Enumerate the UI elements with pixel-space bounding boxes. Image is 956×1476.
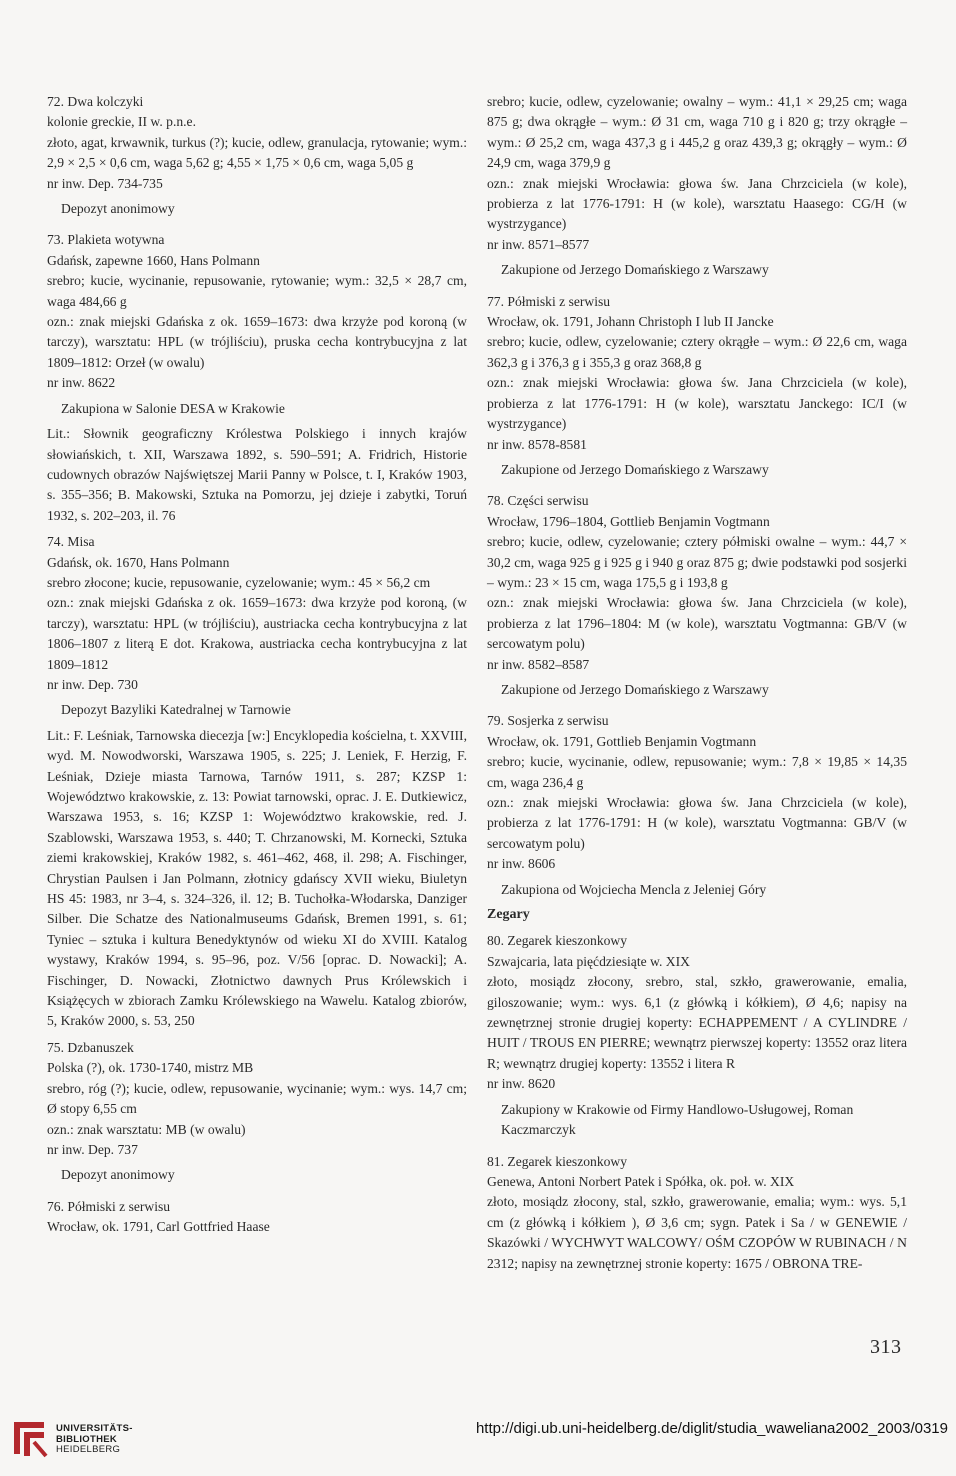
catalog-text-line: Polska (?), ok. 1730-1740, mistrz MB [47, 1060, 254, 1076]
page-number: 313 [870, 1336, 902, 1358]
footer [0, 1410, 956, 1476]
provenance-note: Zakupione od Jerzego Domańskiego z Warszawy [501, 461, 769, 477]
provenance-note: Zakupiona od Wojciecha Mencla z Jeleniej Góry [501, 881, 767, 897]
catalog-text-line: srebro, róg (?); kucie, odlew, repusowanie, wycinanie; wym.: wys. 14,7 cm; Ø stopy 6,55 cm [47, 1080, 467, 1117]
catalog-text-line: 74. Misa [47, 534, 95, 550]
catalog-text-line: Lit.: Słownik geograficzny Królestwa Polskiego i innych krajów słowiańskich, t. XII, Warszawa 1892, s. 590–591; A. Fridrich, Historie cudownych obrazów Najświętszej Marii Panny w Polsce, t. I, Kraków 1903, s. 355–356; B. Makowski, Sztuka na Pomorzu, jej dzieje i zabytki, Toruń 1932, s. 202–203, il. 76 [47, 426, 467, 523]
catalog-text-line: złoto, mosiądz złocony, srebro, stal, szkło, grawerowanie, emalia, giloszowanie; wym.: wys. 6,1 (z główką i kółkiem), Ø 4,6; napisy na zewnętrznej stronie drugiej koperty: ECHAPPEMENT / A CYLINDRE / HUIT / TROUS EN PIERRE; wewnątrz pierwszej koperty: 13552 oraz litera R; wewnątrz drugiej koperty: 13552 i litera R [487, 974, 907, 1071]
catalog-text-line: nr inw. 8571–8577 [487, 236, 590, 252]
catalog-text-line: nr inw. Dep. 730 [47, 676, 138, 692]
catalog-text-line: 81. Zegarek kieszonkowy [487, 1153, 628, 1169]
catalog-text-line: złoto, agat, krwawnik, turkus (?); kucie, odlew, granulacja, rytowanie; wym.: 2,9 × 2,5 × 0,6 cm, waga 5,62 g; 4,55 × 1,75 × 0,6 cm, waga 5,05 g [47, 134, 467, 171]
source-url-link[interactable]: http://digi.ub.uni-heidelberg.de/diglit/studia_waweliana2002_2003/0319 [475, 1420, 948, 1437]
catalog-text-line: srebro; kucie, wycinanie, repusowanie, rytowanie; wym.: 32,5 × 28,7 cm, waga 484,66 g [47, 273, 467, 309]
catalog-text-line: 78. Części serwisu [487, 493, 589, 509]
catalog-text-line: Gdańsk, zapewne 1660, Hans Polmann [47, 252, 260, 268]
catalog-text-line: ozn.: znak miejski Gdańska z ok. 1659–1673: dwa krzyże pod koroną, (w tarczy), warsztatu: HPL (w trójliściu), austriacka cecha kontrybucyjna z lat 1806–1807 z literą E dot. Krakowa, austriacka cecha kontrybucyjna z lat 1809–1812 [47, 595, 467, 672]
logo-line-2: BIBLIOTHEK [56, 1433, 118, 1445]
catalog-text-line: Wrocław, ok. 1791, Johann Christoph I lub II Jancke [487, 314, 774, 330]
catalog-text-line: ozn.: znak miejski Wrocławia: głowa św. Jana Chrzciciela (w kole), probierza z lat 1776-1791: H (w kole), warsztatu Janckego: IC/I (w wystrzygance) [487, 375, 907, 432]
catalog-text-line: ozn.: znak miejski Wrocławia: głowa św. Jana Chrzciciela (w kole), probierza z lat 1776-1791: H (w kole), warsztatu Vogtmanna: GB/V (w sercowatym polu) [487, 795, 907, 851]
library-logo-icon [10, 1418, 50, 1460]
provenance-note: Zakupione od Jerzego Domańskiego z Warszawy [501, 262, 769, 278]
catalog-text-line: nr inw. 8620 [487, 1076, 556, 1092]
left-column [47, 92, 467, 1238]
section-heading: Zegary [487, 907, 530, 923]
catalog-text-line: srebro; kucie, odlew, cyzelowanie; cztery okrągłe – wym.: Ø 22,6 cm, waga 362,3 g i 376,3 g i 355,3 g oraz 368,8 g [487, 334, 907, 370]
catalog-text-line: nr inw. Dep. 734-735 [47, 175, 163, 191]
catalog-text-line: 80. Zegarek kieszonkowy [487, 933, 628, 949]
catalog-text-line: srebro; kucie, odlew, cyzelowanie; cztery półmiski owalne – wym.: 44,7 × 30,2 cm, waga 925 g i 925 g i 940 g oraz 875 g; dwie podstawki pod sosjerki – wym.: 23 × 15 cm, waga 175,5 g i 193,8 g [487, 534, 907, 590]
catalog-text-line: Gdańsk, ok. 1670, Hans Polmann [47, 554, 230, 570]
catalog-text-line: srebro; kucie, odlew, cyzelowanie; owalny – wym.: 41,1 × 29,25 cm; waga 875 g; dwa okrągłe – wym.: Ø 31 cm, waga 710 g i 820 g; trzy okrągłe – wym.: Ø 25,2 cm, waga 437,3 g i 445,2 g oraz 439,3 g; okrągły – wym.: Ø 24,9 cm, waga 379,9 g [487, 94, 907, 171]
catalog-text-line: złoto, mosiądz złocony, stal, szkło, grawerowanie, emalia; wym.: wys. 5,1 cm (z główką i kółkiem ), Ø 3,6 cm; sygn. Patek i Sa / w GENEWIE / Skazówki / WYCHWYT WALCOWY/ OŚM CZOPÓW W RUBINACH / N 2312; napisy na zewnętrznej stronie koperty: 1675 / OBRONA TRE- [487, 1194, 907, 1271]
catalog-text-line: Genewa, Antoni Norbert Patek i Spółka, ok. poł. w. XIX [487, 1173, 795, 1189]
provenance-note: Depozyt Bazyliki Katedralnej w Tarnowie [61, 702, 291, 718]
catalog-text-line: nr inw. 8622 [47, 375, 116, 391]
catalog-text-line: ozn.: znak miejski Wrocławia: głowa św. Jana Chrzciciela (w kole), probierza z lat 1796–1804: M (w kole), warsztatu Vogtmanna: GB/V (w sercowatym polu) [487, 595, 907, 652]
catalog-text-line: srebro; kucie, wycinanie, odlew, repusowanie; wym.: 7,8 × 19,85 × 14,35 cm, waga 236,4 g [487, 754, 907, 790]
catalog-text-line: Szwajcaria, lata pięćdziesiąte w. XIX [487, 953, 690, 969]
catalog-text-line: Wrocław, 1796–1804, Gottlieb Benjamin Vogtmann [487, 513, 770, 529]
library-logo-text [56, 1424, 133, 1456]
provenance-note: Depozyt anonimowy [61, 1167, 175, 1183]
catalog-text-line: srebro złocone; kucie, repusowanie, cyzelowanie; wym.: 45 × 56,2 cm [47, 574, 431, 590]
catalog-text-line: 79. Sosjerka z serwisu [487, 713, 609, 729]
catalog-text-line: 75. Dzbanuszek [47, 1039, 134, 1055]
catalog-text-line: 72. Dwa kolczyki [47, 94, 144, 109]
catalog-text-line: 76. Półmiski z serwisu [47, 1198, 171, 1214]
catalog-text-line: ozn.: znak miejski Wrocławia: głowa św. Jana Chrzciciela (w kole), probierza z lat 1776-1791: H (w kole), warsztatu Haasego: CG/H (w wystrzygance) [487, 175, 907, 232]
provenance-note: Zakupiony w Krakowie od Firmy Handlowo-Usługowej, Roman Kaczmarczyk [501, 1101, 854, 1138]
provenance-note: Depozyt anonimowy [61, 201, 175, 217]
catalog-text-line: 77. Półmiski z serwisu [487, 293, 611, 309]
catalog-text-line: nr inw. Dep. 737 [47, 1141, 138, 1157]
catalog-text-line: Wrocław, ok. 1791, Gottlieb Benjamin Vogtmann [487, 733, 757, 749]
logo-line-1: UNIVERSITÄTS- [56, 1423, 133, 1434]
catalog-text-line: 73. Plakieta wotywna [47, 232, 165, 248]
right-column [487, 92, 907, 1274]
catalog-text-line: ozn.: znak warsztatu: MB (w owalu) [47, 1121, 246, 1137]
catalog-text-line: ozn.: znak miejski Gdańska z ok. 1659–1673: dwa krzyże pod koroną (w tarczy), warsztatu: HPL (w trójliściu), pruska cecha kontrybucyjna z lat 1809–1812: Orzeł (w owalu) [47, 314, 467, 370]
catalog-text-line: kolonie greckie, II w. p.n.e. [47, 114, 196, 130]
provenance-note: Zakupiona w Salonie DESA w Krakowie [61, 400, 285, 416]
library-logo [10, 1418, 160, 1460]
catalog-text-line: Lit.: F. Leśniak, Tarnowska diecezja [w:] Encyklopedia kościelna, t. XXVIII, wyd. M. Nowodworski, Warszawa 1905, s. 225; J. Leniek, F. Herzig, F. Leśniak, Dzieje miasta Tarnowa, Tarnów 1911, s. 287; KZSP 1: Województwo krakowskie, z. 13: Powiat tarnowski, oprac. J. E. Dutkiewicz, Warszawa 1953, s. 16; KZSP 1: Województwo krakowskie, red. J. Szablowski, Warszawa 1953, s. 440; T. Chrzanowski, M. Kornecki, Sztuka ziemi krakowskiej, Kraków 1982, s. 461–462, 468, il. 298; A. Fischinger, Chrystian Paulsen i Jan Polmann, złotnicy gdańscy XVII wieku, Biuletyn HS 45: 1983, nr 3–4, s. 324–326, il. 12; B. Tuchołka-Włodarska, Danziger Silber. Die Schatze des Nationalmuseums Gdańsk, Bremen 1991, s. 61; Tyniec – sztuka i kultura Benedyktynów od wieku XI do XVIII. Katalog wystawy, Kraków 1994, s. 95–96, poz. V/56 [oprac. D. Nowacki]; A. Fischinger, D. Nowacki, Złotnictwo dawnych Prus Królewskich i Książęcych w zbiorach Zamku Królewskiego na Wawelu. Katalog zbiorów, 5, Kraków 2000, s. 53, 250 [47, 727, 467, 1029]
catalog-text-line: Wrocław, ok. 1791, Carl Gottfried Haase [47, 1219, 270, 1235]
catalog-text-line: nr inw. 8578-8581 [487, 436, 587, 452]
catalog-text-line: nr inw. 8582–8587 [487, 656, 590, 672]
provenance-note: Zakupione od Jerzego Domańskiego z Warszawy [501, 681, 769, 697]
logo-line-3: HEIDELBERG [56, 1444, 121, 1455]
catalog-text-line: nr inw. 8606 [487, 856, 556, 872]
